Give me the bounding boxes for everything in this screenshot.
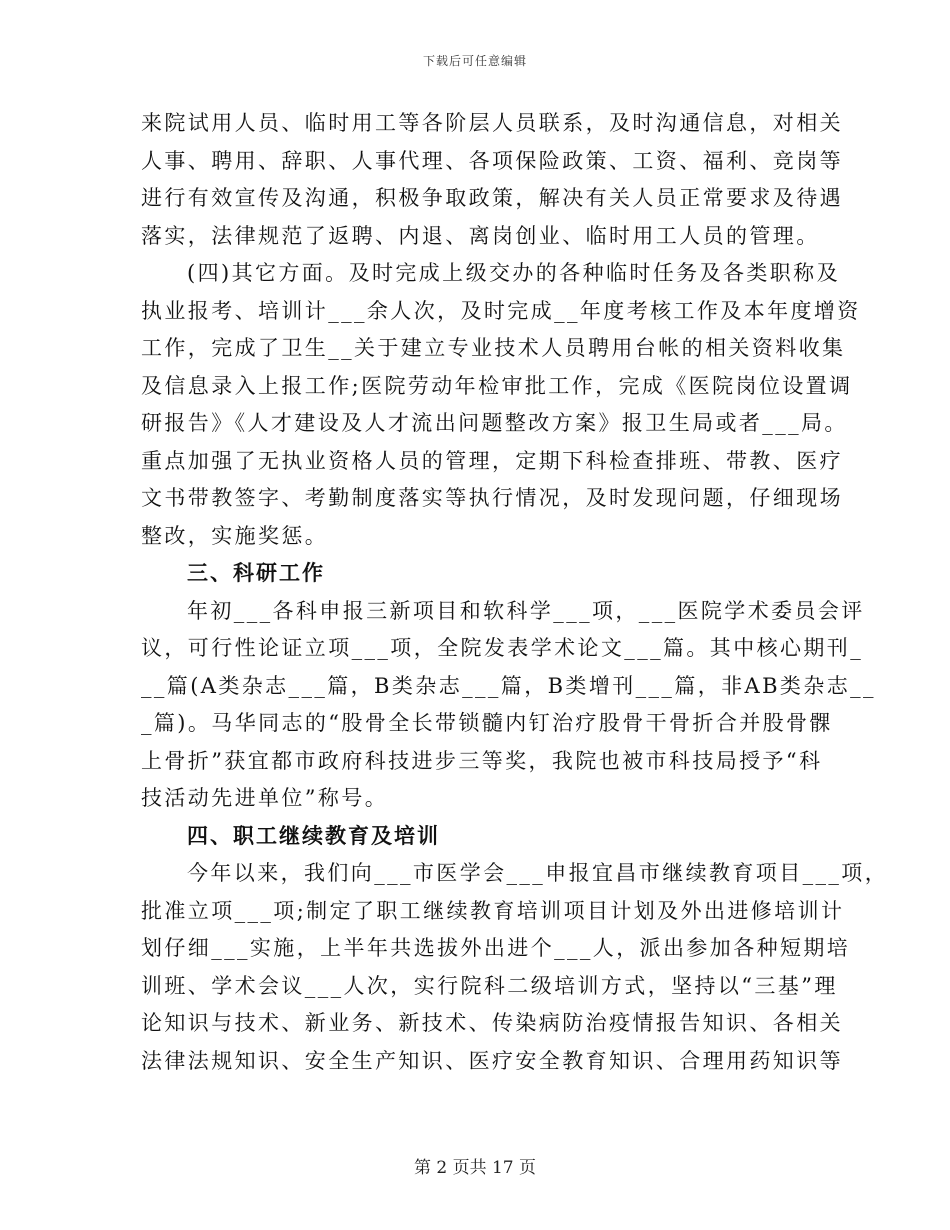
text-line: 落实，法律规范了返聘、内退、离岗创业、临时用工人员的管理。 [141, 223, 820, 248]
text-line: 上骨折”获宜都市政府科技进步三等奖，我院也被市科技局授予“科 [141, 748, 823, 773]
text-line: 工作，完成了卫生__关于建立专业技术人员聘用台帐的相关资料收集 [141, 336, 846, 360]
text-line: 论知识与技术、新业务、新技术、传染病防治疫情报告知识、各相关 [141, 1011, 843, 1035]
text-line: 训班、学术会议___人次，实行院科二级培训方式，坚持以“三基”理 [141, 973, 838, 998]
text-line: 年初___各科申报三新项目和软科学___项，___医院学术委员会评 [187, 598, 865, 623]
text-line: 执业报考、培训计___余人次，及时完成__年度考核工作及本年度增资 [141, 298, 861, 323]
text-line: 及信息录入上报工作;医院劳动年检审批工作，完成《医院岗位设置调 [141, 373, 853, 398]
text-line: 今年以来，我们向___市医学会___申报宜昌市继续教育项目___项， [187, 861, 889, 885]
text-line: 议，可行性论证立项___项，全院发表学术论文___篇。其中核心期刊_ [141, 636, 864, 660]
section-heading: 三、科研工作 [187, 561, 325, 585]
text-line: 技活动先进单位”称号。 [141, 786, 389, 810]
text-line: 划仔细___实施，上半年共选拔外出进个___人，派出参加各种短期培 [141, 936, 851, 960]
text-line: 文书带教签字、考勤制度落实等执行情况，及时发现问题，仔细现场 [141, 486, 843, 510]
text-line: _篇)。马华同志的“股骨全长带锁髓内钉治疗股骨干骨折合并股骨髁 [141, 711, 833, 735]
text-line: 人事、聘用、辞职、人事代理、各项保险政策、工资、福利、竞岗等 [141, 148, 843, 173]
text-line: 法律法规知识、安全生产知识、医疗安全教育知识、合理用药知识等 [141, 1048, 843, 1073]
text-line: 重点加强了无执业资格人员的管理，定期下科检查排班、带教、医疗 [141, 448, 843, 473]
text-line: 整改，实施奖惩。 [141, 523, 329, 548]
document-body [141, 105, 889, 1080]
section-heading: 四、职工继续教育及培训 [187, 823, 440, 848]
text-line: (四)其它方面。及时完成上级交办的各种临时任务及各类职称及 [187, 261, 840, 285]
text-line: 批准立项___项;制定了职工继续教育培训项目计划及外出进修培训计 [141, 898, 845, 923]
text-line: 进行有效宣传及沟通，积极争取政策，解决有关人员正常要求及待遇 [141, 186, 843, 210]
text-line: 研报告》《人才建设及人才流出问题整改方案》报卫生局或者___局。 [141, 411, 848, 435]
page-header: 下载后可任意编辑 [422, 54, 527, 68]
text-line: 来院试用人员、临时用工等各阶层人员联系，及时沟通信息，对相关 [141, 111, 843, 135]
page-number: 第 2 页共 17 页 [413, 1158, 537, 1178]
text-line: __篇(A类杂志___篇，B类杂志___篇，B类增刊___篇，非AB类杂志__ [141, 673, 876, 698]
